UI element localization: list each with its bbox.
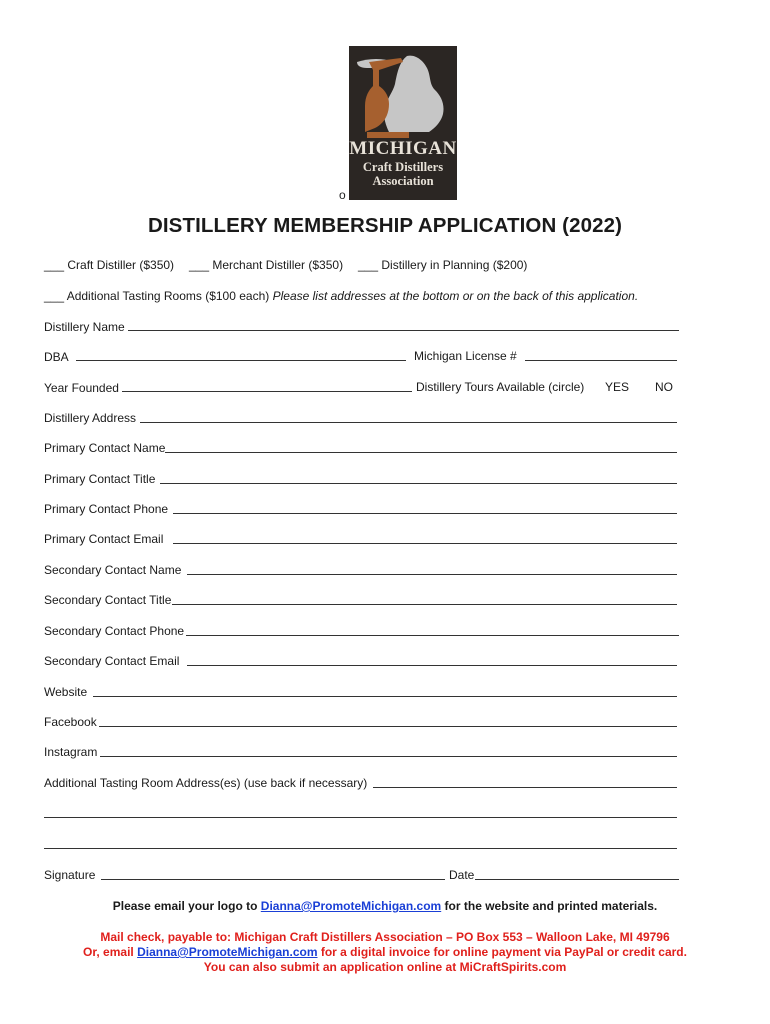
secondary-contact-email-field[interactable] <box>187 654 677 666</box>
logo-line-association: Association <box>372 174 434 188</box>
website-row <box>44 685 87 699</box>
dba-row <box>44 349 517 364</box>
tasting-rooms-row <box>44 289 638 303</box>
tours-no-option[interactable]: NO <box>655 380 673 394</box>
distillery-address-label: Distillery Address <box>44 411 137 425</box>
primary-contact-title-row <box>44 472 155 486</box>
dba-label: DBA <box>44 350 69 364</box>
facebook-label: Facebook <box>44 715 97 729</box>
mail-check-line: Mail check, payable to: Michigan Craft Distillers Association – PO Box 553 – Walloon Lake, MI 49796 <box>100 930 670 944</box>
year-founded-field[interactable] <box>122 380 412 392</box>
tasting-addresses-label: Additional Tasting Room Address(es) (use back if necessary) <box>44 776 368 790</box>
contact-email-link[interactable]: Dianna@PromoteMichigan.com <box>260 899 442 913</box>
tasting-addresses-row <box>44 776 367 790</box>
instagram-field[interactable] <box>100 745 677 757</box>
logo-request-prefix: Please email your logo to <box>112 899 258 913</box>
tasting-addresses-extra-row-1 <box>44 806 677 821</box>
secondary-contact-title-field[interactable] <box>172 593 677 605</box>
date-field[interactable] <box>475 868 679 880</box>
logo-line-michigan: MICHIGAN <box>349 138 457 159</box>
membership-options-row <box>44 258 528 272</box>
instagram-row <box>44 745 97 759</box>
website-label: Website <box>44 685 88 699</box>
year-founded-label: Year Founded <box>44 381 119 395</box>
logo-request-line <box>0 899 770 913</box>
primary-contact-name-label: Primary Contact Name <box>44 441 166 455</box>
secondary-contact-title-row <box>44 593 171 607</box>
invoice-line <box>0 945 770 959</box>
logo-line-craft-distillers: Craft Distillers <box>362 160 444 174</box>
primary-contact-title-field[interactable] <box>160 472 677 484</box>
secondary-contact-name-row <box>44 563 181 577</box>
distillery-address-row <box>44 411 136 425</box>
invoice-suffix: for a digital invoice for online payment via PayPal or credit card. <box>320 945 687 959</box>
secondary-contact-email-row <box>44 654 179 668</box>
distillery-name-row <box>44 319 679 334</box>
online-application-line: You can also submit an application online at MiCraftSpirits.com <box>203 960 567 974</box>
signature-label: Signature <box>44 868 96 882</box>
secondary-contact-phone-field[interactable] <box>186 624 679 636</box>
date-label: Date <box>449 868 475 882</box>
option-craft-distiller[interactable]: ___ Craft Distiller ($350) <box>44 258 175 272</box>
primary-contact-name-field[interactable] <box>165 441 677 453</box>
invoice-prefix: Or, email <box>83 945 134 959</box>
instagram-label: Instagram <box>44 745 98 759</box>
logo-request-suffix: for the website and printed materials. <box>444 899 658 913</box>
option-merchant-distiller[interactable]: ___ Merchant Distiller ($350) <box>189 258 344 272</box>
logo-stub-text: o <box>339 188 346 202</box>
secondary-contact-name-field[interactable] <box>187 563 677 575</box>
facebook-row <box>44 715 97 729</box>
signature-row <box>44 868 475 882</box>
tasting-rooms-note: Please list addresses at the bottom or on the back of this application. <box>272 289 639 303</box>
tasting-addresses-field[interactable] <box>373 776 677 788</box>
invoice-email-link[interactable]: Dianna@PromoteMichigan.com <box>137 945 318 959</box>
option-distillery-in-planning[interactable]: ___ Distillery in Planning ($200) <box>358 258 528 272</box>
website-field[interactable] <box>93 685 677 697</box>
distillery-name-label: Distillery Name <box>44 320 125 334</box>
signature-field[interactable] <box>101 868 445 880</box>
primary-contact-name-row <box>44 441 165 455</box>
primary-contact-phone-row <box>44 502 168 516</box>
dba-field[interactable] <box>76 349 406 361</box>
secondary-contact-phone-row <box>44 624 184 638</box>
tasting-addresses-extra-field-2[interactable] <box>44 837 677 849</box>
association-logo <box>349 46 457 198</box>
michigan-license-label: Michigan License # <box>414 349 517 363</box>
primary-contact-email-label: Primary Contact Email <box>44 532 164 546</box>
secondary-contact-phone-label: Secondary Contact Phone <box>44 624 185 638</box>
facebook-field[interactable] <box>99 715 677 727</box>
tasting-addresses-extra-field-1[interactable] <box>44 806 677 818</box>
logo-underline <box>349 197 457 200</box>
year-founded-row <box>44 380 673 395</box>
primary-contact-phone-label: Primary Contact Phone <box>44 502 169 516</box>
distillery-address-field[interactable] <box>140 411 677 423</box>
secondary-contact-name-label: Secondary Contact Name <box>44 563 182 577</box>
primary-contact-title-label: Primary Contact Title <box>44 472 156 486</box>
distillery-name-field[interactable] <box>128 319 679 331</box>
distillery-tours-label: Distillery Tours Available (circle) <box>416 380 585 394</box>
primary-contact-phone-field[interactable] <box>173 502 677 514</box>
tasting-addresses-extra-row-2 <box>44 837 677 852</box>
primary-contact-email-field[interactable] <box>173 532 677 544</box>
page-title: DISTILLERY MEMBERSHIP APPLICATION (2022) <box>147 214 623 237</box>
michigan-license-field[interactable] <box>525 349 677 361</box>
primary-contact-email-row <box>44 532 163 546</box>
option-additional-tasting-rooms[interactable]: ___ Additional Tasting Rooms ($100 each) <box>44 289 270 303</box>
secondary-contact-email-label: Secondary Contact Email <box>44 654 180 668</box>
tours-yes-option[interactable]: YES <box>605 380 630 394</box>
secondary-contact-title-label: Secondary Contact Title <box>44 593 172 607</box>
